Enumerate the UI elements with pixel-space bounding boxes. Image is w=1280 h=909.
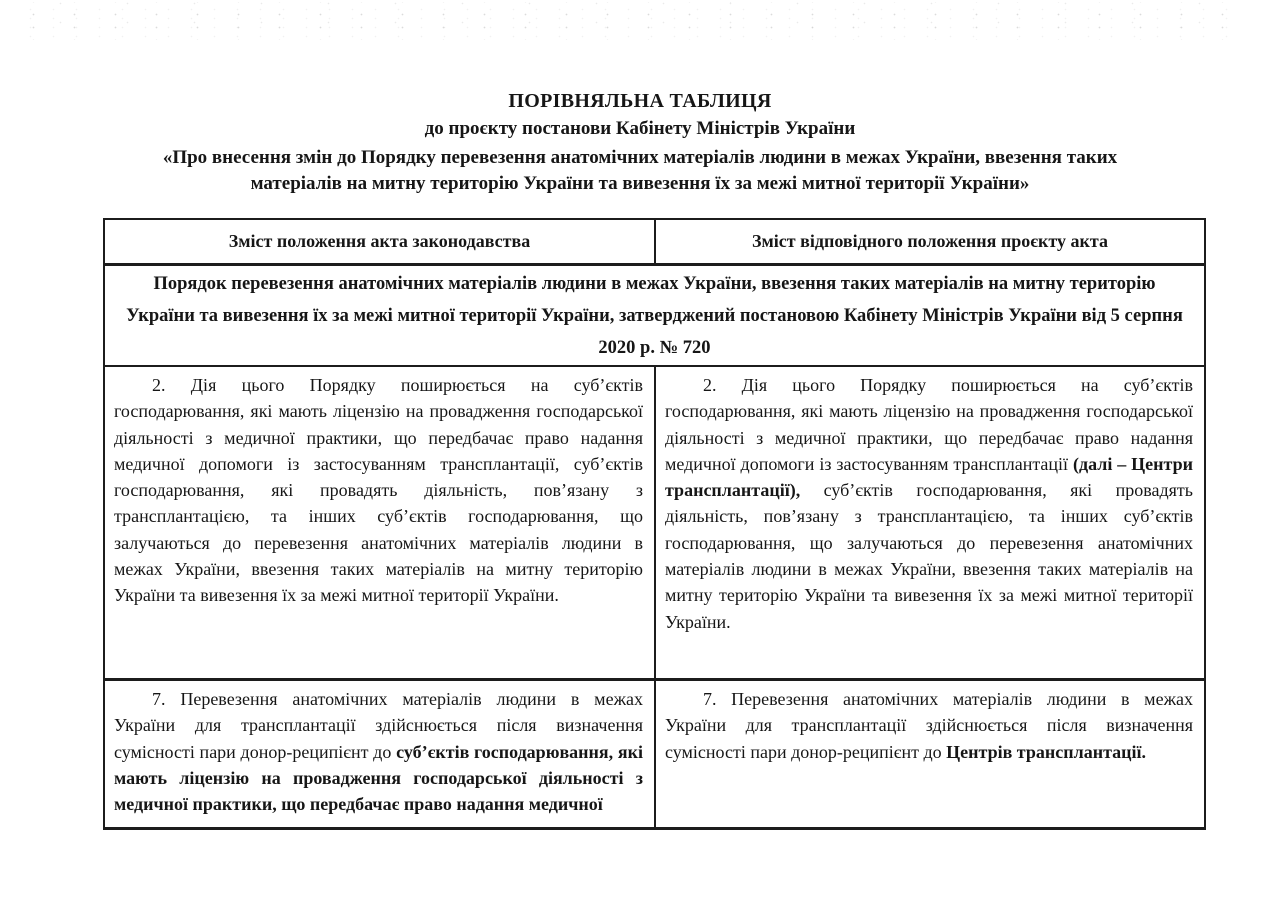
document-act-name: «Про внесення змін до Порядку перевезення анатомічних матеріалів людини в межах України, ввезення таких матеріалів на митну територію України та вивезення їх за межі митної території України» xyxy=(162,147,1118,194)
row7-current-provision-cell xyxy=(105,681,656,827)
row2-right-text-2: суб’єктів господарювання, які провадять діяльність, пов’язану з трансплантацією, та інших суб’єктів господарювання, що залучаються до перевезення анатомічних матеріалів людини в межах України, ввезення таких матеріалів на митну територію України та вивезення їх за межі митної території України. xyxy=(665,480,1193,632)
table-row xyxy=(105,681,1204,827)
row2-current-provision-text xyxy=(114,372,643,609)
table-header-row xyxy=(105,220,1204,266)
row2-draft-provision-cell xyxy=(656,367,1204,678)
section-heading-row: Порядок перевезення анатомічних матеріалів людини в межах України, ввезення таких матеріалів на митну територію України та вивезення їх за межі митної території України, затверджений постановою Кабінету Міністрів України від 5 серпня 2020 р. № 720 xyxy=(105,266,1204,367)
row7-draft-provision-cell xyxy=(656,681,1204,827)
row7-right-text-1: 7. Перевезення анатомічних матеріалів людини в межах України для трансплантації здійснюється після визначення сумісності пари донор-реципієнт до xyxy=(665,689,1193,762)
row7-right-amendment-bold: Центрів трансплантації. xyxy=(946,741,1147,762)
document-header xyxy=(0,88,1280,197)
row2-right-text-1: 2. Дія цього Порядку поширюється на суб’єктів господарювання, які мають ліцензію на провадження господарської діяльності з медичної практики, що передбачає право надання медичної допомоги із застосуванням трансплантації xyxy=(665,375,1193,474)
row2-draft-provision-text xyxy=(665,372,1193,635)
comparison-table xyxy=(103,218,1206,830)
table-row xyxy=(105,367,1204,681)
row7-draft-provision-text xyxy=(665,686,1193,765)
row7-left-amendment-bold: суб’єктів господарювання, які мають ліцензію на провадження господарської діяльності з медичної практики, що передбачає право надання медичної xyxy=(114,741,643,815)
row2-right-amendment-bold: (далі – Центри трансплантації), xyxy=(665,453,1193,501)
row7-left-text-1: 7. Перевезення анатомічних матеріалів людини в межах України для трансплантації здійснюється після визначення сумісності пари донор-реципієнт до xyxy=(114,689,643,762)
column-header-draft-act: Зміст відповідного положення проєкту акта xyxy=(752,231,1108,251)
document-title: ПОРІВНЯЛЬНА ТАБЛИЦЯ xyxy=(508,90,772,112)
document-subtitle: до проєкту постанови Кабінету Міністрів України xyxy=(424,118,856,139)
row2-current-provision-cell xyxy=(105,367,656,678)
row7-current-provision-text xyxy=(114,686,643,817)
scan-noise-artifact xyxy=(10,2,1240,40)
row2-left-text: 2. Дія цього Порядку поширюється на суб’єктів господарювання, які мають ліцензію на провадження господарської діяльності з медичної практики, що передбачає право надання медичної допомоги із застосуванням трансплантації, суб’єктів господарювання, які провадять діяльність, пов’язану з трансплантацією, та інших суб’єктів господарювання, що залучаються до перевезення анатомічних матеріалів людини в межах України, ввезення таких матеріалів на митну територію України та вивезення їх за межі митної території України. xyxy=(114,375,643,606)
column-header-legislation: Зміст положення акта законодавства xyxy=(105,220,656,263)
